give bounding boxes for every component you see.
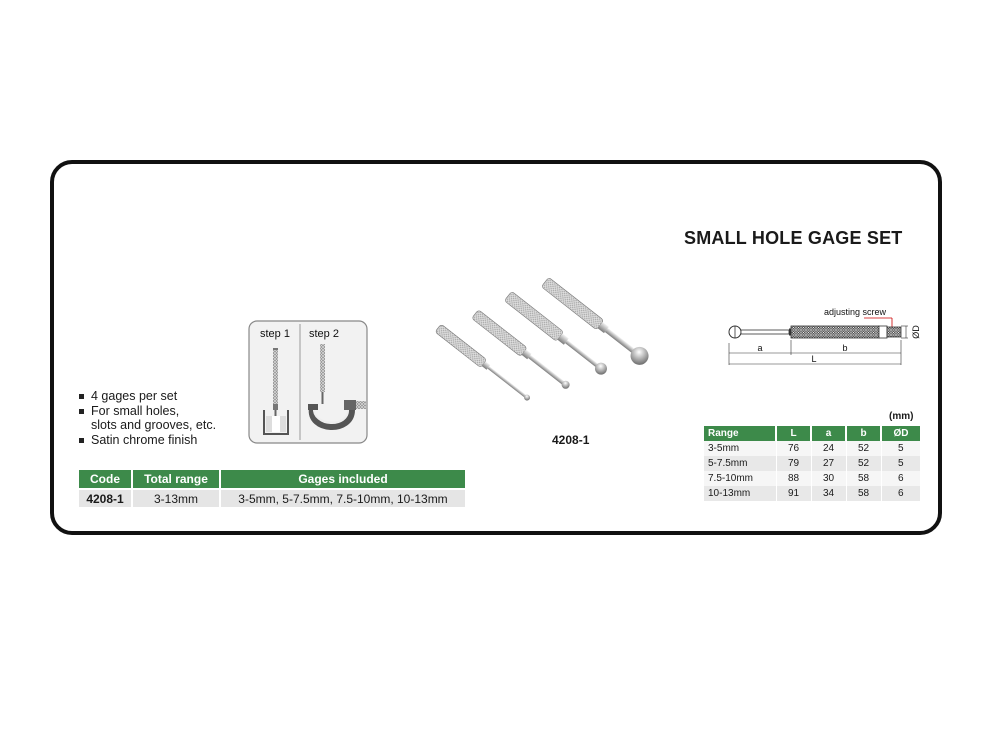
step1-label: step 1 xyxy=(260,328,290,340)
table-cell: 27 xyxy=(811,456,846,471)
column-header: a xyxy=(811,426,846,441)
adjusting-screw-label: adjusting screw xyxy=(824,307,887,317)
feature-item: For small holes, slots and grooves, etc. xyxy=(78,404,216,433)
b-label: b xyxy=(842,343,848,353)
table-cell: 5 xyxy=(881,441,920,456)
code-table xyxy=(79,470,465,507)
gage-10-13mm xyxy=(539,275,652,369)
table-cell: 76 xyxy=(776,441,811,456)
table-cell: 52 xyxy=(846,441,881,456)
L-label: L xyxy=(811,354,817,364)
table-cell: 79 xyxy=(776,456,811,471)
table-cell: 30 xyxy=(811,471,846,486)
table-cell: 3-13mm xyxy=(132,489,220,507)
column-header: L xyxy=(776,426,811,441)
gage-set-photo xyxy=(430,272,680,412)
column-header: Code xyxy=(79,470,132,489)
gage-7.5-10mm xyxy=(504,291,609,377)
feature-item: Satin chrome finish xyxy=(78,433,216,448)
table-row xyxy=(704,471,920,486)
table-cell: 58 xyxy=(846,486,881,501)
usage-steps-illustration xyxy=(248,320,368,444)
unit-label: (mm) xyxy=(889,411,914,422)
table-cell: 5-7.5mm xyxy=(704,456,776,471)
feature-list xyxy=(78,389,216,447)
diameter-label: ØD xyxy=(911,325,921,339)
table-row xyxy=(704,441,920,456)
table-cell: 5 xyxy=(881,456,920,471)
table-cell: 10-13mm xyxy=(704,486,776,501)
table-row xyxy=(79,489,465,507)
table-cell: 52 xyxy=(846,456,881,471)
gage-3-5mm xyxy=(435,324,533,403)
column-header: Total range xyxy=(132,470,220,489)
gage-5-7.5mm xyxy=(472,310,573,392)
table-cell: 91 xyxy=(776,486,811,501)
table-cell: 88 xyxy=(776,471,811,486)
model-number: 4208-1 xyxy=(552,433,590,447)
column-header: ØD xyxy=(881,426,920,441)
dimension-table xyxy=(704,426,920,501)
dimension-diagram xyxy=(716,305,924,371)
table-cell: 6 xyxy=(881,471,920,486)
column-header: b xyxy=(846,426,881,441)
column-header: Range xyxy=(704,426,776,441)
table-cell: 58 xyxy=(846,471,881,486)
table-cell: 3-5mm xyxy=(704,441,776,456)
table-cell: 24 xyxy=(811,441,846,456)
product-title: SMALL HOLE GAGE SET xyxy=(684,228,903,248)
feature-item: 4 gages per set xyxy=(78,389,216,404)
table-cell: 3-5mm, 5-7.5mm, 7.5-10mm, 10-13mm xyxy=(220,489,465,507)
column-header: Gages included xyxy=(220,470,465,489)
table-row xyxy=(704,456,920,471)
step2-label: step 2 xyxy=(309,328,339,340)
table-cell: 34 xyxy=(811,486,846,501)
table-cell: 6 xyxy=(881,486,920,501)
table-cell: 4208-1 xyxy=(79,489,132,507)
a-label: a xyxy=(757,343,763,353)
table-row xyxy=(704,486,920,501)
table-cell: 7.5-10mm xyxy=(704,471,776,486)
